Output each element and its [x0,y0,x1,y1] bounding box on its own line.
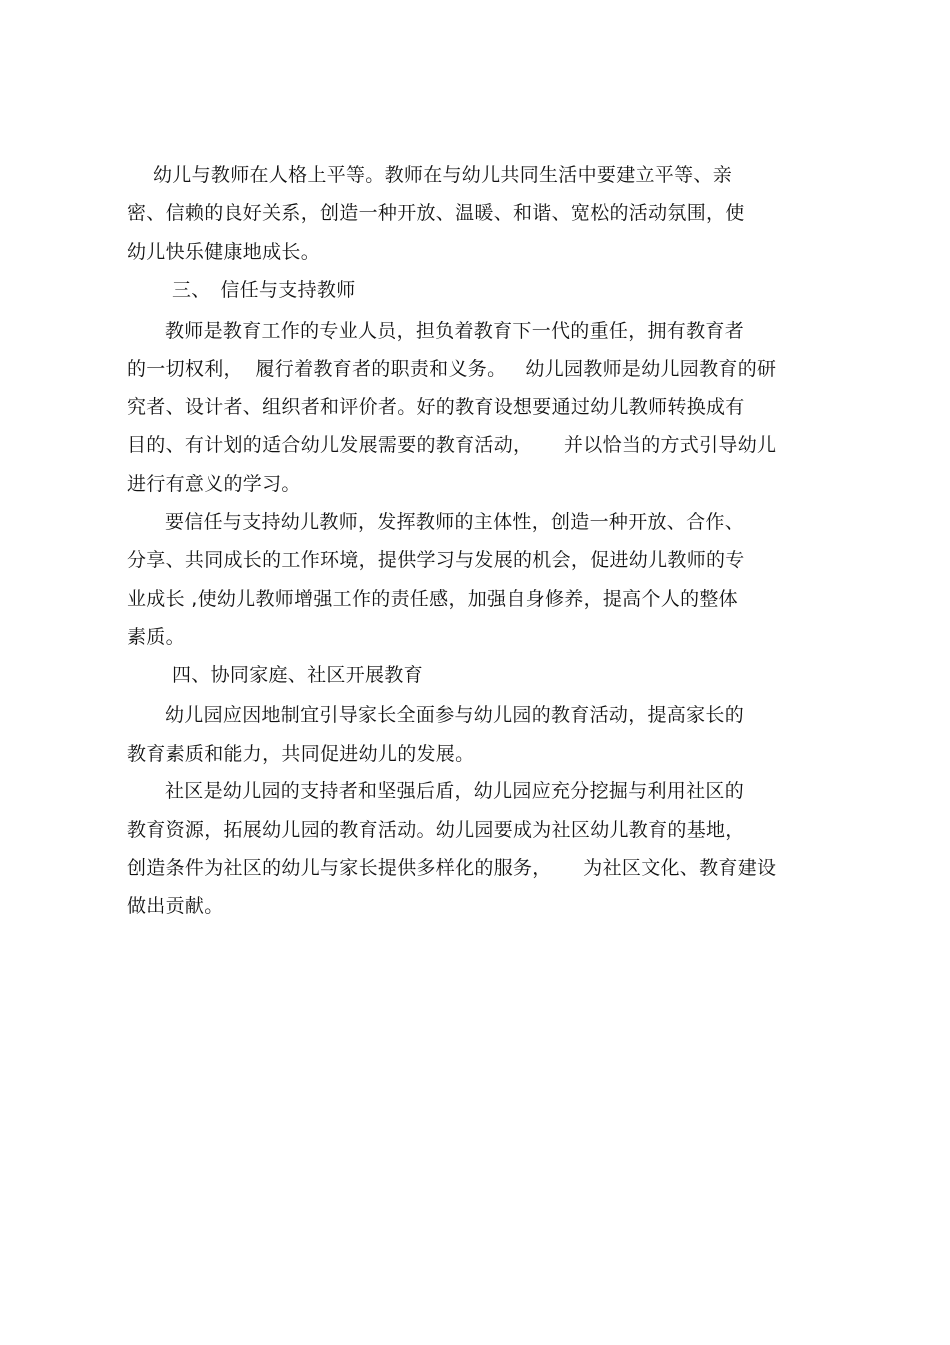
paragraph-2-line-2: 的一切权利， 履行着教育者的职责和义务。 幼儿园教师是幼儿园教育的研 [127,358,777,380]
paragraph-4-line-2: 教育素质和能力，共同促进幼儿的发展。 [127,743,475,765]
paragraph-2-line-1: 教师是教育工作的专业人员，担负着教育下一代的重任，拥有教育者 [165,320,745,342]
paragraph-3-line-2: 分享、共同成长的工作环境，提供学习与发展的机会，促进幼儿教师的专 [127,549,745,571]
paragraph-4-line-1: 幼儿园应因地制宜引导家长全面参与幼儿园的教育活动，提高家长的 [165,704,745,726]
paragraph-3-line-3: 业成长 ,使幼儿教师增强工作的责任感，加强自身修养，提高个人的整体 [127,588,738,610]
paragraph-5-line-2: 教育资源，拓展幼儿园的教育活动。幼儿园要成为社区幼儿教育的基地， [127,819,745,841]
paragraph-3-line-1: 要信任与支持幼儿教师，发挥教师的主体性，创造一种开放、合作、 [165,511,745,533]
paragraph-5-line-3: 创造条件为社区的幼儿与家长提供多样化的服务， 为社区文化、教育建设 [127,857,777,879]
paragraph-5-line-1: 社区是幼儿园的支持者和坚强后盾，幼儿园应充分挖掘与利用社区的 [165,780,745,802]
paragraph-2-line-4: 目的、有计划的适合幼儿发展需要的教育活动， 并以恰当的方式引导幼儿 [127,434,777,456]
paragraph-1-line-1: 幼儿与教师在人格上平等。教师在与幼儿共同生活中要建立平等、亲 [153,164,733,186]
section-heading-4: 四、协同家庭、社区开展教育 [172,664,423,686]
paragraph-3-line-4: 素质。 [127,626,185,648]
paragraph-1-line-3: 幼儿快乐健康地成长。 [127,241,321,263]
paragraph-2-line-5: 进行有意义的学习。 [127,473,301,495]
paragraph-2-line-3: 究者、设计者、组织者和评价者。好的教育设想要通过幼儿教师转换成有 [127,396,745,418]
paragraph-5-line-4: 做出贡献。 [127,895,224,917]
section-heading-3: 三、 信任与支持教师 [172,279,356,301]
paragraph-1-line-2: 密、信赖的良好关系，创造一种开放、温暖、和谐、宽松的活动氛围，使 [127,202,745,224]
